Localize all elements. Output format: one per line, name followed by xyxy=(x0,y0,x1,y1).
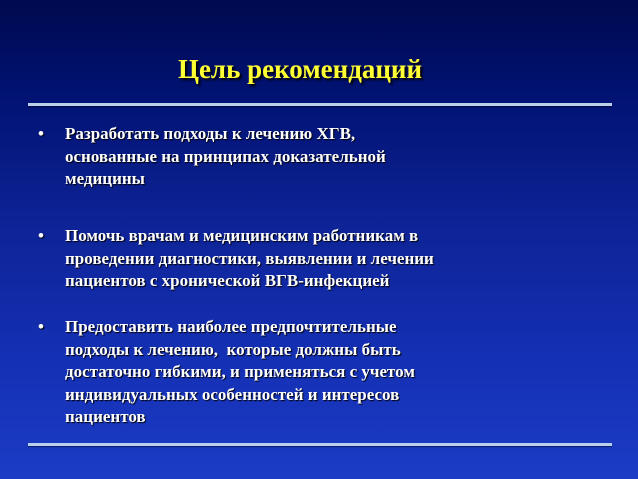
bullet-line: проведении диагностики, выявлении и лечении xyxy=(65,248,434,268)
footer-divider-line xyxy=(28,443,612,446)
bullet-line: медицины xyxy=(65,169,145,188)
bullet-icon: • xyxy=(38,226,44,245)
bullet-line: пациентов с хронической ВГВ-инфекцией xyxy=(65,271,390,290)
bullet-line: Предоставить наиболее предпочтительные xyxy=(65,317,397,336)
bullet-icon: • xyxy=(38,124,44,143)
bullet-line: основанные на принципах доказательной xyxy=(65,146,386,166)
bullet-line: достаточно гибкими, и применяться с учетом xyxy=(65,362,415,381)
bullet-icon: • xyxy=(38,317,44,336)
bullet-line: подходы к лечению, которые должны быть xyxy=(65,339,401,359)
bullet-line: индивидуальных особенностей и интересов xyxy=(65,384,400,404)
title-divider-line xyxy=(28,103,612,106)
bullet-text xyxy=(65,123,386,191)
bullet-line: пациентов xyxy=(65,407,146,426)
bullet-line: Помочь врачам и медицинским работникам в xyxy=(65,226,419,245)
bullet-line: Разработать подходы к лечению ХГВ, xyxy=(65,124,356,143)
bullet-text xyxy=(65,316,415,429)
slide-title: Цель рекомендаций xyxy=(177,54,423,84)
bullet-text xyxy=(65,225,434,293)
